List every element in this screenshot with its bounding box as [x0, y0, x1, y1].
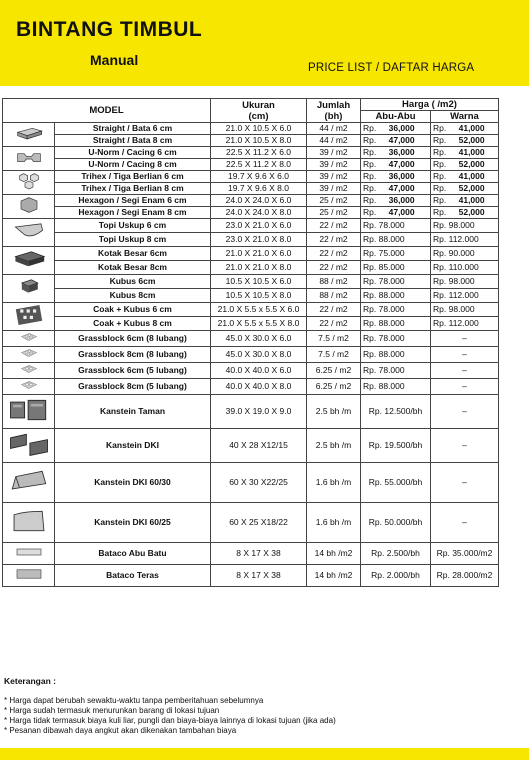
price-abu: Rp. 36,000: [361, 171, 431, 183]
price-warna: Rp. 112.000: [431, 289, 499, 303]
currency: Rp.: [363, 290, 377, 300]
product-size: 40 X 28 X12/15: [211, 429, 307, 463]
product-qty: 25 / m2: [307, 195, 361, 207]
price-warna: Rp. 52,000: [431, 135, 499, 147]
product-qty: 39 / m2: [307, 183, 361, 195]
currency: Rp.: [433, 234, 447, 244]
price-warna: –: [431, 503, 499, 543]
bataco-abu-icon: [3, 543, 55, 565]
product-name: Straight / Bata 8 cm: [55, 135, 211, 147]
grassblock-5-icon: [3, 379, 55, 395]
product-size: 45.0 X 30.0 X 6.0: [211, 331, 307, 347]
price-abu: Rp. 36,000: [361, 195, 431, 207]
price-abu: Rp. 47,000: [361, 135, 431, 147]
price-warna: Rp. 35.000/m2: [431, 543, 499, 565]
price-abu: Rp. 88.000: [361, 233, 431, 247]
price-abu: Rp. 2.500/bh: [361, 543, 431, 565]
price-warna: Rp. 52,000: [431, 183, 499, 195]
price-warna: –: [431, 363, 499, 379]
product-size: 19.7 X 9.6 X 8.0: [211, 183, 307, 195]
product-size: 19.7 X 9.6 X 6.0: [211, 171, 307, 183]
product-qty: 22 / m2: [307, 317, 361, 331]
notes-heading: Keterangan :: [4, 676, 56, 686]
price-abu: Rp. 55.000/bh: [361, 463, 431, 503]
currency: Rp.: [433, 318, 447, 328]
product-qty: 2.5 bh /m: [307, 395, 361, 429]
trihex-icon: [3, 171, 55, 195]
currency: Rp.: [363, 183, 377, 193]
price-abu: Rp. 50.000/bh: [361, 503, 431, 543]
product-size: 40.0 X 40.0 X 6.0: [211, 363, 307, 379]
product-qty: 39 / m2: [307, 147, 361, 159]
product-qty: 22 / m2: [307, 219, 361, 233]
table-row: [3, 363, 499, 379]
price-abu: Rp. 47,000: [361, 207, 431, 219]
product-size: 21.0 X 5.5 x 5.5 X 8.0: [211, 317, 307, 331]
currency: Rp.: [363, 248, 377, 258]
currency: Rp.: [363, 123, 377, 133]
product-name: Coak + Kubus 8 cm: [55, 317, 211, 331]
price-abu: Rp. 2.000/bh: [361, 565, 431, 587]
product-name: Hexagon / Segi Enam 6 cm: [55, 195, 211, 207]
table-row: [3, 171, 499, 183]
coak-kubus-icon: [3, 303, 55, 331]
grassblock-8-icon: [3, 347, 55, 363]
table-row: [3, 303, 499, 317]
product-qty: 2.5 bh /m: [307, 429, 361, 463]
product-name: Bataco Teras: [55, 565, 211, 587]
price-abu: Rp. 78.000: [361, 363, 431, 379]
table-row: [3, 317, 499, 331]
product-qty: 14 bh /m2: [307, 543, 361, 565]
price-abu: Rp. 88.000: [361, 289, 431, 303]
table-row: [3, 247, 499, 261]
product-size: 21.0 X 10.5 X 8.0: [211, 135, 307, 147]
product-name: Grassblock 8cm (5 lubang): [55, 379, 211, 395]
currency: Rp.: [433, 171, 447, 181]
currency: Rp.: [433, 262, 447, 272]
price-warna: Rp. 52,000: [431, 159, 499, 171]
currency: Rp.: [363, 234, 377, 244]
currency: Rp.: [363, 207, 377, 217]
currency: Rp.: [363, 220, 377, 230]
product-name: Kanstein DKI: [55, 429, 211, 463]
product-size: 60 X 30 X22/25: [211, 463, 307, 503]
price-warna: Rp. 41,000: [431, 195, 499, 207]
product-qty: 39 / m2: [307, 171, 361, 183]
currency: Rp.: [433, 123, 447, 133]
product-size: 22.5 X 11.2 X 6.0: [211, 147, 307, 159]
product-qty: 25 / m2: [307, 207, 361, 219]
grassblock-5-icon: [3, 363, 55, 379]
price-table: [2, 98, 499, 587]
footer-banner: [0, 748, 529, 760]
table-row: [3, 379, 499, 395]
kotak-besar-icon: [3, 247, 55, 275]
currency: Rp.: [363, 365, 377, 375]
product-name: Grassblock 8cm (8 lubang): [55, 347, 211, 363]
product-qty: 88 / m2: [307, 289, 361, 303]
product-qty: 7.5 / m2: [307, 347, 361, 363]
header-warna: Warna: [431, 111, 499, 123]
product-qty: 1.6 bh /m: [307, 463, 361, 503]
price-warna: –: [431, 395, 499, 429]
product-size: 60 X 25 X18/22: [211, 503, 307, 543]
kanstein-dki-icon: [3, 429, 55, 463]
price-warna: Rp. 98.000: [431, 275, 499, 289]
table-row: [3, 503, 499, 543]
price-abu: Rp. 12.500/bh: [361, 395, 431, 429]
product-qty: 88 / m2: [307, 275, 361, 289]
kanstein-60-25-icon: [3, 503, 55, 543]
brand-subtitle: Manual: [90, 52, 139, 68]
product-size: 21.0 X 5.5 x 5.5 X 6.0: [211, 303, 307, 317]
product-size: 8 X 17 X 38: [211, 565, 307, 587]
product-qty: 22 / m2: [307, 247, 361, 261]
product-size: 8 X 17 X 38: [211, 543, 307, 565]
kubus-icon: [3, 275, 55, 303]
currency: Rp.: [433, 207, 447, 217]
table-row: [3, 331, 499, 347]
product-name: U-Norm / Cacing 8 cm: [55, 159, 211, 171]
currency: Rp.: [363, 262, 377, 272]
kanstein-taman-icon: [3, 395, 55, 429]
price-abu: Rp. 47,000: [361, 159, 431, 171]
price-warna: Rp. 52,000: [431, 207, 499, 219]
product-size: 45.0 X 30.0 X 8.0: [211, 347, 307, 363]
product-name: Kubus 6cm: [55, 275, 211, 289]
note-item: * Harga tidak termasuk biaya kuli liar, pungli dan biaya-biaya lainnya di lokasi tujuan (jika ada): [4, 716, 336, 725]
product-name: Grassblock 6cm (8 lubang): [55, 331, 211, 347]
product-size: 21.0 X 21.0 X 6.0: [211, 247, 307, 261]
price-warna: –: [431, 347, 499, 363]
product-name: Kanstein DKI 60/25: [55, 503, 211, 543]
table-row: [3, 275, 499, 289]
currency: Rp.: [363, 159, 377, 169]
table-row: [3, 219, 499, 233]
price-abu: Rp. 47,000: [361, 183, 431, 195]
header-ukuran: Ukuran (cm): [211, 99, 307, 123]
grassblock-8-icon: [3, 331, 55, 347]
price-abu: Rp. 78.000: [361, 303, 431, 317]
price-abu: Rp. 75.000: [361, 247, 431, 261]
price-warna: Rp. 98.000: [431, 219, 499, 233]
product-size: 10.5 X 10.5 X 8.0: [211, 289, 307, 303]
price-warna: Rp. 112.000: [431, 233, 499, 247]
price-abu: Rp. 78.000: [361, 275, 431, 289]
product-qty: 1.6 bh /m: [307, 503, 361, 543]
header-harga: Harga ( /m2): [361, 99, 499, 111]
product-qty: 22 / m2: [307, 261, 361, 275]
product-size: 21.0 X 21.0 X 8.0: [211, 261, 307, 275]
table-row: [3, 261, 499, 275]
currency: Rp.: [363, 195, 377, 205]
product-qty: 6.25 / m2: [307, 379, 361, 395]
currency: Rp.: [363, 135, 377, 145]
currency: Rp.: [363, 171, 377, 181]
product-name: Topi Uskup 8 cm: [55, 233, 211, 247]
price-warna: Rp. 28.000/m2: [431, 565, 499, 587]
table-row: [3, 289, 499, 303]
product-name: U-Norm / Cacing 6 cm: [55, 147, 211, 159]
hexagon-icon: [3, 195, 55, 219]
product-size: 10.5 X 10.5 X 6.0: [211, 275, 307, 289]
product-name: Coak + Kubus 6 cm: [55, 303, 211, 317]
product-size: 24.0 X 24.0 X 8.0: [211, 207, 307, 219]
table-row: [3, 147, 499, 159]
header-jumlah: Jumlah (bh): [307, 99, 361, 123]
price-warna: Rp. 41,000: [431, 147, 499, 159]
currency: Rp.: [433, 248, 447, 258]
table-row: [3, 159, 499, 171]
price-abu: Rp. 78.000: [361, 219, 431, 233]
price-abu: Rp. 78.000: [361, 331, 431, 347]
price-warna: Rp. 90.000: [431, 247, 499, 261]
price-abu: Rp. 36,000: [361, 147, 431, 159]
price-abu: Rp. 88.000: [361, 379, 431, 395]
product-name: Trihex / Tiga Berlian 6 cm: [55, 171, 211, 183]
product-size: 40.0 X 40.0 X 8.0: [211, 379, 307, 395]
product-name: Kotak Besar 6cm: [55, 247, 211, 261]
product-name: Kotak Besar 8cm: [55, 261, 211, 275]
product-qty: 44 / m2: [307, 123, 361, 135]
price-warna: Rp. 110.000: [431, 261, 499, 275]
product-qty: 7.5 / m2: [307, 331, 361, 347]
topi-uskup-icon: [3, 219, 55, 247]
table-row: [3, 195, 499, 207]
product-name: Kanstein DKI 60/30: [55, 463, 211, 503]
price-warna: Rp. 41,000: [431, 123, 499, 135]
currency: Rp.: [433, 276, 447, 286]
price-abu: Rp. 88.000: [361, 347, 431, 363]
note-item: * Harga dapat berubah sewaktu-waktu tanpa pemberitahuan sebelumnya: [4, 696, 264, 705]
currency: Rp.: [363, 333, 377, 343]
price-warna: –: [431, 463, 499, 503]
price-abu: Rp. 85.000: [361, 261, 431, 275]
currency: Rp.: [433, 220, 447, 230]
price-warna: Rp. 98.000: [431, 303, 499, 317]
price-warna: Rp. 41,000: [431, 171, 499, 183]
price-warna: –: [431, 429, 499, 463]
product-qty: 14 bh /m2: [307, 565, 361, 587]
table-row: [3, 233, 499, 247]
currency: Rp.: [363, 318, 377, 328]
price-abu: Rp. 19.500/bh: [361, 429, 431, 463]
table-row: [3, 395, 499, 429]
product-qty: 6.25 / m2: [307, 363, 361, 379]
note-item: * Harga sudah termasuk menurunkan barang di lokasi tujuan: [4, 706, 220, 715]
currency: Rp.: [363, 147, 377, 157]
unorm-icon: [3, 147, 55, 171]
product-qty: 22 / m2: [307, 303, 361, 317]
notes: [4, 676, 336, 736]
product-name: Bataco Abu Batu: [55, 543, 211, 565]
product-name: Kanstein Taman: [55, 395, 211, 429]
table-row: [3, 565, 499, 587]
kanstein-60-30-icon: [3, 463, 55, 503]
product-size: 21.0 X 10.5 X 6.0: [211, 123, 307, 135]
currency: Rp.: [363, 276, 377, 286]
product-name: Straight / Bata 6 cm: [55, 123, 211, 135]
product-name: Kubus 8cm: [55, 289, 211, 303]
brick-icon: [3, 123, 55, 147]
currency: Rp.: [433, 183, 447, 193]
table-row: [3, 463, 499, 503]
product-qty: 22 / m2: [307, 233, 361, 247]
product-qty: 39 / m2: [307, 159, 361, 171]
table-row: [3, 135, 499, 147]
note-item: * Pesanan dibawah daya angkut akan dikenakan tambahan biaya: [4, 726, 237, 735]
currency: Rp.: [433, 304, 447, 314]
brand-title: BINTANG TIMBUL: [16, 18, 203, 41]
currency: Rp.: [433, 159, 447, 169]
table-row: [3, 347, 499, 363]
product-qty: 44 / m2: [307, 135, 361, 147]
header-model: MODEL: [3, 99, 211, 123]
currency: Rp.: [363, 381, 377, 391]
product-size: 39.0 X 19.0 X 9.0: [211, 395, 307, 429]
currency: Rp.: [363, 349, 377, 359]
product-name: Topi Uskup 6 cm: [55, 219, 211, 233]
product-name: Grassblock 6cm (5 lubang): [55, 363, 211, 379]
price-warna: –: [431, 379, 499, 395]
currency: Rp.: [433, 135, 447, 145]
bataco-teras-icon: [3, 565, 55, 587]
table-row: [3, 183, 499, 195]
price-warna: Rp. 112.000: [431, 317, 499, 331]
currency: Rp.: [433, 290, 447, 300]
product-size: 22.5 X 11.2 X 8.0: [211, 159, 307, 171]
price-abu: Rp. 36,000: [361, 123, 431, 135]
currency: Rp.: [433, 147, 447, 157]
product-size: 23.0 X 21.0 X 8.0: [211, 233, 307, 247]
table-row: [3, 429, 499, 463]
product-size: 24.0 X 24.0 X 6.0: [211, 195, 307, 207]
currency: Rp.: [363, 304, 377, 314]
header-abu: Abu-Abu: [361, 111, 431, 123]
table-row: [3, 123, 499, 135]
table-row: [3, 543, 499, 565]
price-abu: Rp. 88.000: [361, 317, 431, 331]
product-name: Trihex / Tiga Berlian 8 cm: [55, 183, 211, 195]
table-row: [3, 207, 499, 219]
price-list-heading: PRICE LIST / DAFTAR HARGA: [308, 62, 475, 74]
currency: Rp.: [433, 195, 447, 205]
price-warna: –: [431, 331, 499, 347]
product-name: Hexagon / Segi Enam 8 cm: [55, 207, 211, 219]
product-size: 23.0 X 21.0 X 6.0: [211, 219, 307, 233]
